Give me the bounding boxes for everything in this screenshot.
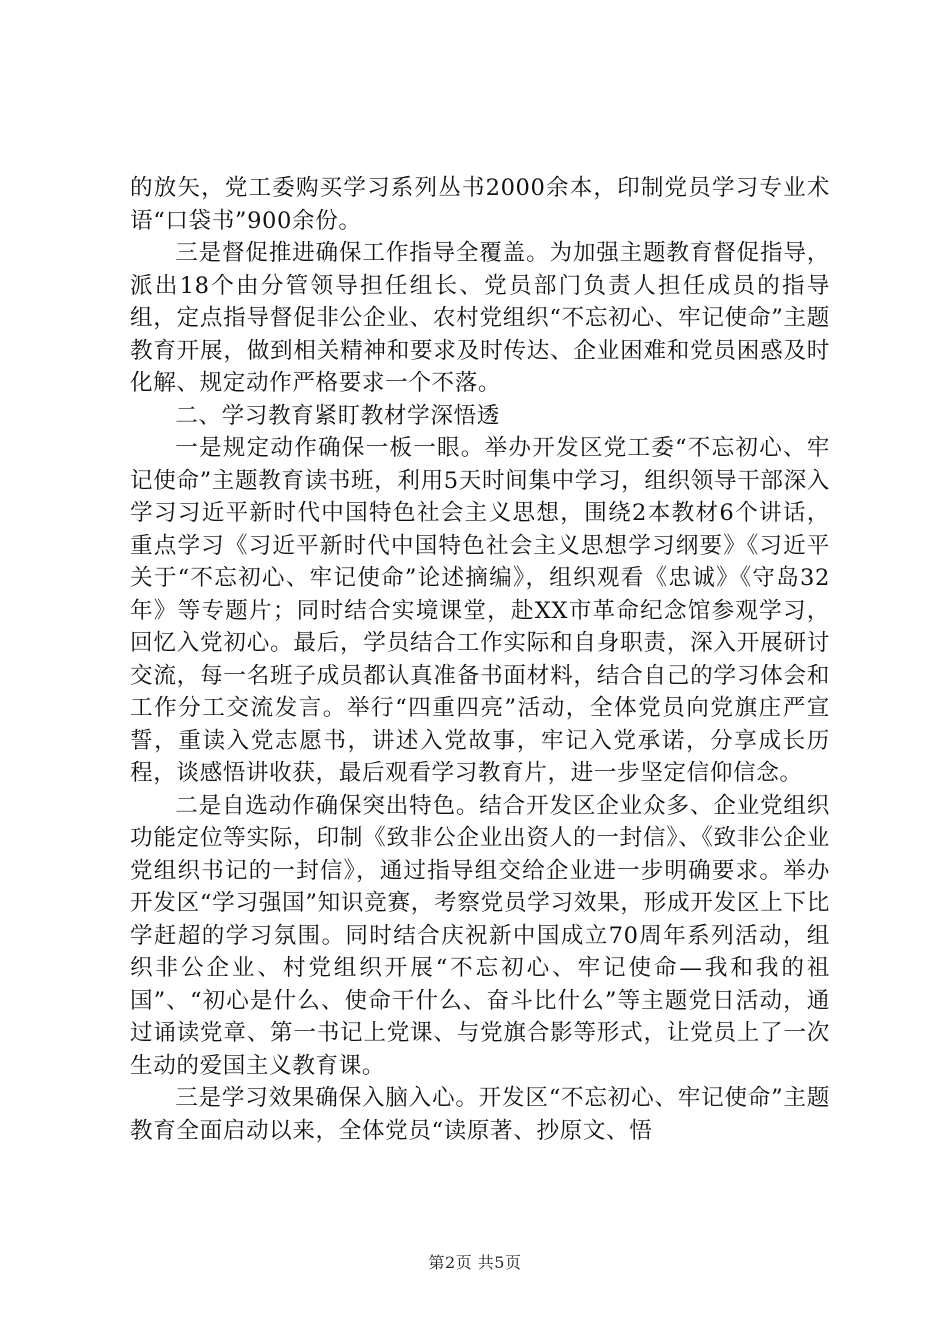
- document-body: [130, 172, 830, 1147]
- paragraph-continuation: 的放矢，党工委购买学习系列丛书2000余本，印制党员学习专业术语“口袋书”900余份。: [130, 175, 830, 234]
- paragraph-supervision-guidance: 三是督促推进确保工作指导全覆盖。为加强主题教育督促指导，派出18个由分管领导担任组长、党员部门负责人担任成员的指导组，定点指导督促非公企业、农村党组织“不忘初心、牢记使命”主题教育开展，做到相关精神和要求及时传达、企业困难和党员困惑及时化解、规定动作严格要求一个不落。: [130, 240, 830, 396]
- paragraph-required-actions: 一是规定动作确保一板一眼。举办开发区党工委“不忘初心、牢记使命”主题教育读书班，利用5天时间集中学习，组织领导干部深入学习习近平新时代中国特色社会主义思想，围绕2本教材6个讲话，重点学习《习近平新时代中国特色社会主义思想学习纲要》《习近平关于“不忘初心、牢记使命”论述摘编》，组织观看《忠诚》《守岛32年》等专题片；同时结合实境课堂，赴XX市革命纪念馆参观学习，回忆入党初心。最后，学员结合工作实际和自身职责，深入开展研讨交流，每一名班子成员都认真准备书面材料，结合自己的学习体会和工作分工交流发言。举行“四重四亮”活动，全体党员向党旗庄严宣誓，重读入党志愿书，讲述入党故事，牢记入党承诺，分享成长历程，谈感悟讲收获，最后观看学习教育片，进一步坚定信仰信念。: [130, 435, 830, 786]
- section-heading-study-education: 二、学习教育紧盯教材学深悟透: [175, 402, 500, 429]
- paragraph-learning-effect: 三是学习效果确保入脑入心。开发区“不忘初心、牢记使命”主题教育全面启动以来，全体党员“读原著、抄原文、悟: [130, 1085, 830, 1144]
- page-number-footer: 第2页 共5页: [428, 1253, 522, 1272]
- paragraph-optional-actions: 二是自选动作确保突出特色。结合开发区企业众多、企业党组织功能定位等实际，印制《致非公企业出资人的一封信》、《致非公企业党组织书记的一封信》，通过指导组交给企业进一步明确要求。举办开发区“学习强国”知识竞赛，考察党员学习效果，形成开发区上下比学赶超的学习氛围。同时结合庆祝新中国成立70周年系列活动，组织非公企业、村党组织开展“不忘初心、牢记使命—我和我的祖国”、“初心是什么、使命干什么、奋斗比什么”等主题党日活动，通过诵读党章、第一书记上党课、与党旗合影等形式，让党员上了一次生动的爱国主义教育课。: [130, 792, 830, 1079]
